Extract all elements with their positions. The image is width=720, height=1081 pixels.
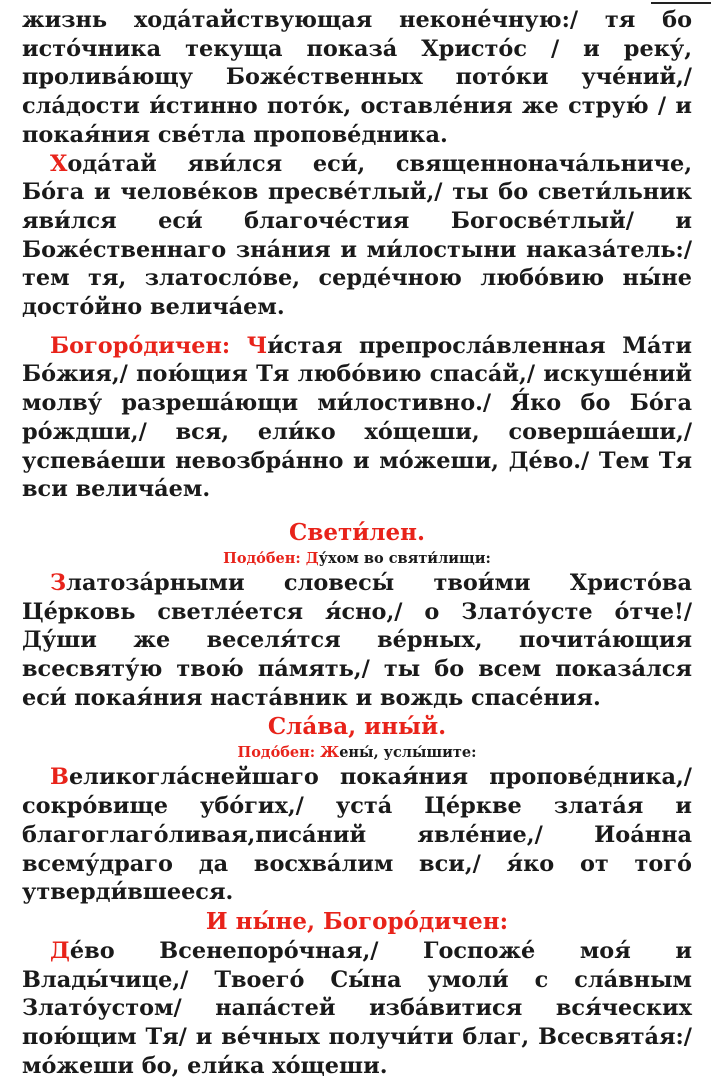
section-heading-slava: Сла́ва, ины́й. [267,713,447,741]
paragraph-text: и́стая препросла́вленная Ма́ти Бо́жия,/ пою́щия Тя любо́вию спаса́й,/ искуше́ний молву́ разреша́ющи ми́лостивно./ Я́ко бо Бо́га ро́ждши,/ вся, ели́ко хо́щеши, соверша́еши,/ успева́еши невозбра́нно и мо́жеши, Де́во./ Тем Тя вси велича́ем. [22,332,692,503]
drop-initial: Ч [246,332,268,359]
paragraph-text: ода́тай яви́лся еси́, священнонача́льниче, Бо́га и челове́ков пресве́тлый,/ ты бо свети́льник яви́лся еси́ благоче́стия Богосве́тлый/ и Боже́ственнаго зна́ния и ми́лостыни наказа́тель:/ тем тя, златосло́ве, серде́чною любо́вию ны́не досто́йно велича́ем. [22,150,692,321]
podoben-line-2 [22,743,692,763]
podoben-text: у́хом во святи́лищи: [318,549,491,567]
podoben-initial: Д [305,549,319,567]
paragraph-1: жизнь хода́тайствующая неконе́чную:/ тя бо исто́чника текуща показа́ Христо́с / и реку́, пролива́ющу Боже́ственных пото́ки уче́ний,/ сла́дости и́стинно пото́к, оставле́ния же струю́ / и покая́ния све́тла пропове́дника. [22,7,692,148]
paragraph-theotokion [22,332,692,504]
paragraph-text: е́во Всенепоро́чная,/ Госпоже́ моя́ и Влады́чице,/ Твоего́ Сы́на умоли́ с сла́вным Злато́устом/ напа́стей изба́витися вся́ческих пою́щим Тя/ и ве́чных получи́ти благ, Всесвята́я:/ мо́жеши бо, ели́ка хо́щеши. [22,937,692,1079]
drop-initial: В [50,764,69,791]
podoben-initial: Ж [320,744,340,762]
drop-initial: Д [50,937,70,964]
paragraph-6 [22,937,692,1081]
paragraph-2 [22,150,692,322]
paragraph-4 [22,569,692,713]
section-heading-svetilen: Свети́лен. [289,518,425,546]
drop-initial: Х [50,150,68,177]
rubric-label: Богоро́дичен: [50,332,247,359]
podoben-text: ены́, услы́шите: [339,744,477,762]
podoben-line-1 [22,549,692,569]
podoben-label: Подо́бен: [223,549,306,567]
top-rule [651,2,711,4]
drop-initial: З [50,569,67,596]
paragraph-5 [22,763,692,907]
podoben-label: Подо́бен: [237,744,321,762]
paragraph-text: латоза́рными словесы́ твои́ми Христо́ва Це́рковь светле́ется я́сно,/ о Злато́усте о́тче!/ Ду́ши же веселя́тся ве́рных, почита́ющия всесвяту́ю твою́ па́мять,/ ты бо всем показа́лся еси́ покая́ния наста́вник и вождь спасе́ния. [22,569,692,711]
section-heading-theotokion: И ны́не, Богоро́дичен: [205,907,509,935]
paragraph-text: еликогла́снейшаго покая́ния пропове́дника,/ сокро́вище убо́гих,/ уста́ Це́ркве злата́я и благоглаго́ливая,писа́ний явле́ние,/ Иоа́нна всему́драго да восхва́лим вси,/ я́ко от того́ утверди́вшееся. [22,764,692,906]
